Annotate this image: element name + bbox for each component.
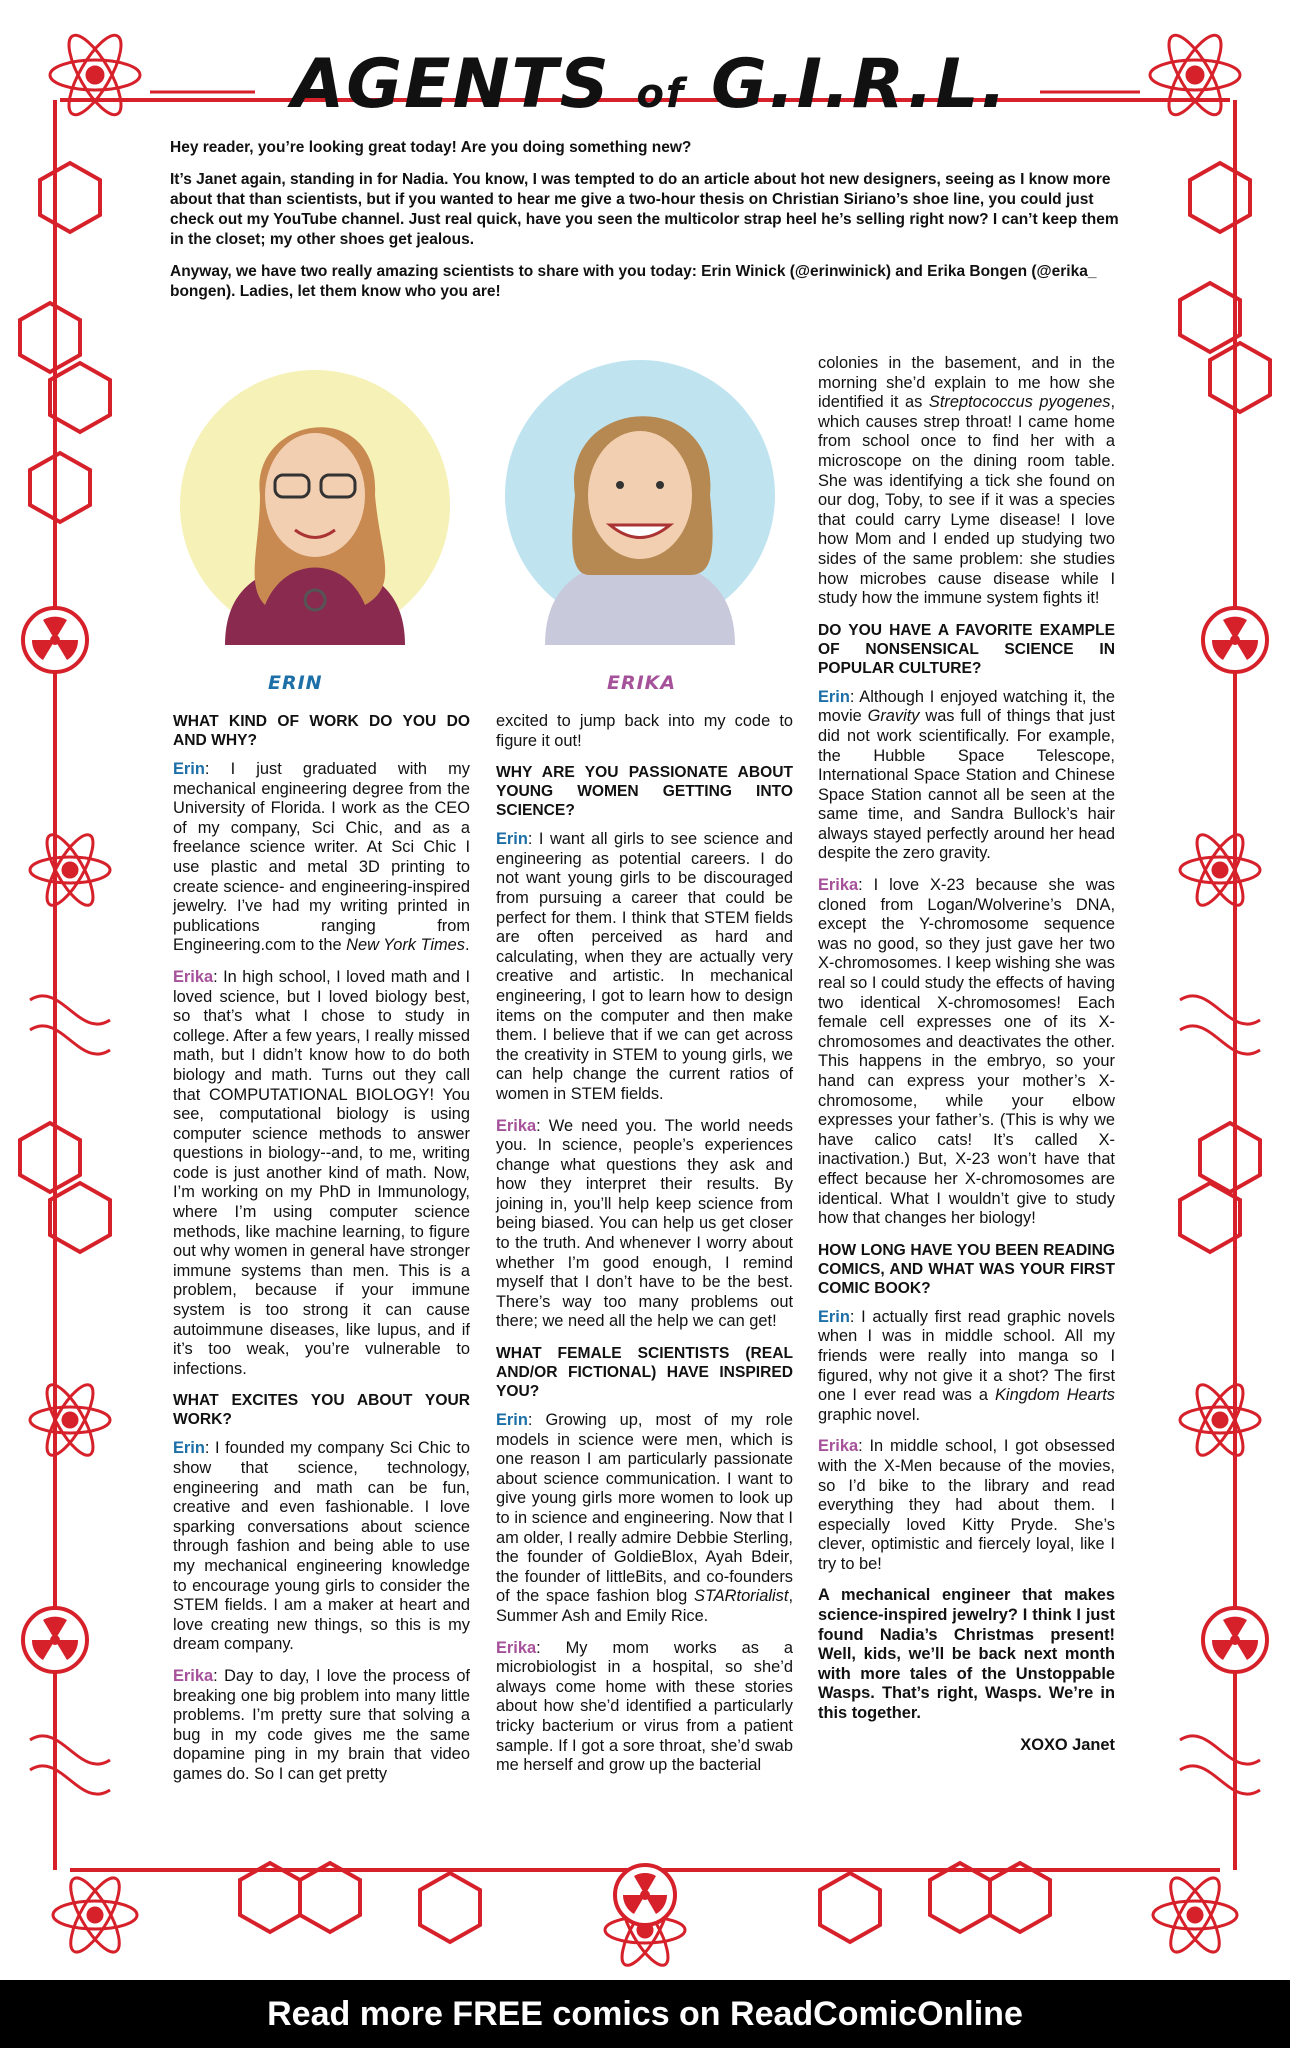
answer-text: . xyxy=(465,936,470,955)
answer-paragraph xyxy=(818,354,1115,609)
erin-portrait xyxy=(165,355,465,655)
italic-title: New York Times xyxy=(346,936,465,955)
page-title xyxy=(270,40,1030,130)
question-heading: DO YOU HAVE A FAVORITE EXAMPLE OF NONSENSICAL SCIENCE IN POPULAR CULTURE? xyxy=(818,621,1115,677)
answer-text: : My mom works as a microbiologist in a hospital, so she’d always come home with these stories about how she’d identified a particularly tricky bacterium or virus from a patient sample. If I got a sore throat, she’d swab me herself and grow up the bacterial xyxy=(496,1638,793,1775)
speaker-erika: Erika xyxy=(818,1437,859,1456)
column-2 xyxy=(496,712,793,1788)
title-of: of xyxy=(636,71,686,117)
answer-paragraph xyxy=(818,1308,1115,1426)
column-1 xyxy=(173,712,470,1797)
question-heading: WHAT FEMALE SCIENTISTS (REAL AND/OR FICTIONAL) HAVE INSPIRED YOU? xyxy=(496,1345,793,1401)
italic-title: Streptococcus pyogenes xyxy=(928,393,1111,412)
speaker-erika: Erika xyxy=(496,1116,537,1135)
speaker-erika: Erika xyxy=(818,876,859,895)
answer-text: : I love X-23 because she was cloned from Logan/Wolverine’s DNA, except the Y-chromosome sequence was no good, so they just gave her two X-chromosomes. I keep wishing she was real so I could study the effects of having two identical X-chromosomes! Each female cell expresses one of its X-chromosomes and deactivates the other. This happens in the embryo, so your hand can express your mother’s X-chromosome, while your elbow expresses your father’s. (This is why we have calico cats! It’s called X-inactivation.) But, X-23 won’t have that effect because her X-chromosomes are identical. What I wouldn’t give to study how that changes her biology! xyxy=(818,876,1115,1228)
erika-portrait xyxy=(490,345,790,655)
italic-title: Gravity xyxy=(867,707,920,726)
answer-paragraph xyxy=(173,1439,470,1655)
answer-paragraph xyxy=(496,1117,793,1333)
answer-text: : I actually first read graphic novels when I was in middle school. All my friends were really into manga so I figured, why not give it a shot? The first one I ever read was a xyxy=(818,1307,1115,1405)
answer-paragraph xyxy=(496,1411,793,1627)
answer-paragraph xyxy=(818,876,1115,1229)
title-end: G.I.R.L. xyxy=(711,45,1009,124)
column-3 xyxy=(818,354,1115,1767)
speaker-erin: Erin xyxy=(173,760,205,778)
footer-banner[interactable]: Read more FREE comics on ReadComicOnline xyxy=(0,1980,1290,2048)
answer-text: : I founded my company Sci Chic to show that science, technology, engineering and math can be fun, creative and even fashionable. I love sparking conversations about science through fashion and being able to use my mechanical engineering knowledge to encourage young girls to consider the STEM fields. I am a maker at heart and love creating new things, so this is my dream company. xyxy=(173,1439,470,1654)
speaker-erin: Erin xyxy=(818,1307,850,1326)
answer-paragraph xyxy=(173,968,470,1379)
answer-text: : Day to day, I love the process of breaking one big problem into many little problems. I’m pretty sure that solving a bug in my code gives me the same dopamine ping in my brain that video games do. So I can get pretty xyxy=(173,1666,470,1783)
speaker-erin: Erin xyxy=(496,830,528,849)
answer-text: colonies in the basement, and in the morning she’d explain to me how she identified it as xyxy=(818,354,1115,412)
erin-caption: ERIN xyxy=(268,672,323,694)
answer-text: was full of things that just did not work scientifically. For example, the Hubble Space Telescope, International Space Station and Chinese Space Station cannot all be seen at the same time, and Sandra Bullock’s hair always stayed perfectly around her head despite the zero gravity. xyxy=(818,707,1115,863)
title-main: AGENTS xyxy=(291,45,611,124)
italic-title: STARtorialist xyxy=(694,1587,789,1606)
speaker-erika: Erika xyxy=(496,1638,537,1657)
answer-paragraph: excited to jump back into my code to figure it out! xyxy=(496,712,793,750)
answer-paragraph xyxy=(496,1639,793,1776)
signature: XOXO Janet xyxy=(1020,1735,1115,1754)
closing-paragraph: A mechanical engineer that makes science-inspired jewelry? I think I just found Nadia’s Christmas present! Well, kids, we’ll be back next month with more tales of the Unstoppable Wasps. That’s right, Wasps. We’re in this together. xyxy=(818,1586,1115,1723)
speaker-erin: Erin xyxy=(173,1439,205,1458)
answer-paragraph xyxy=(496,830,793,1104)
question-heading: WHY ARE YOU PASSIONATE ABOUT YOUNG WOMEN GETTING INTO SCIENCE? xyxy=(496,764,793,820)
answer-text: : Although I enjoyed watching it, the movie xyxy=(818,687,1115,726)
answer-text: : In middle school, I got obsessed with the X-Men because of the movies, so I’d bike to the library and read everything they had about them. I especially loved Kitty Pryde. She’s clever, optimistic and fiercely loyal, like I try to be! xyxy=(818,1437,1115,1573)
intro-paragraph: Hey reader, you’re looking great today! Are you doing something new? xyxy=(170,139,692,156)
answer-paragraph xyxy=(173,1667,470,1785)
answer-paragraph xyxy=(818,688,1115,864)
answer-paragraph xyxy=(173,760,470,956)
speaker-erin: Erin xyxy=(818,687,850,706)
speaker-erika: Erika xyxy=(173,967,214,986)
answer-text: : I just graduated with my mechanical engineering degree from the University of Florida. I work as the CEO of my company, Sci Chic, and as a freelance science writer. At Sci Chic I use plastic and metal 3D printing to create science- and engineering-inspired jewelry. I’ve had my writing printed in publications ranging from Engineering.com to the xyxy=(173,760,470,955)
speaker-erika: Erika xyxy=(173,1666,214,1685)
answer-text: : In high school, I loved math and I loved science, but I loved biology best, so that’s what I chose to study in college. After a few years, I really missed math, but I didn’t know how to do both biology and math. Turns out they call that COMPUTATIONAL BIOLOGY! You see, computational biology is using computer science methods to answer questions in biology--and, to me, writing code is just another kind of math. Now, I’m working on my PhD in Immunology, where I’m using computer science methods, like machine learning, to figure out why women in general have stronger immune systems than men. This is a problem, because if your immune system is too strong it can cause autoimmune diseases, like lupus, and if it’s too weak, you’re vulnerable to infections. xyxy=(173,967,470,1378)
question-heading: HOW LONG HAVE YOU BEEN READING COMICS, AND WHAT WAS YOUR FIRST COMIC BOOK? xyxy=(818,1241,1115,1297)
question-heading: WHAT EXCITES YOU ABOUT YOUR WORK? xyxy=(173,1392,470,1429)
intro xyxy=(170,138,1135,314)
question-heading: WHAT KIND OF WORK DO YOU DO AND WHY? xyxy=(173,713,470,749)
answer-text: , Summer Ash and Emily Rice. xyxy=(496,1587,793,1625)
italic-title: Kingdom Hearts xyxy=(995,1386,1115,1405)
answer-text: , which causes strep throat! I came home from school once to find her with a microscope on the dining room table. She was identifying a tick she found on our dog, Toby, to see if it was a species that could carry Lyme disease! I love how Mom and I ended up studying two sides of the same problem: she studies how microbes cause disease while I study how the immune system fights it! xyxy=(818,393,1116,608)
answer-text: graphic novel. xyxy=(818,1405,921,1424)
intro-paragraph: It’s Janet again, standing in for Nadia. You know, I was tempted to do an article about hot new designers, seeing as I know more about that than scientists, but if you wanted to hear me give a two-hour thesis on Christian Siriano’s shoe line, you could just check out my YouTube channel. Just real quick, have you seen the multicolor strap heel he’s selling right now? I can’t keep them in the closet; my other shoes get jealous. xyxy=(170,171,1119,248)
answer-text: : Growing up, most of my role models in science were men, which is one reason I am particularly passionate about science communication. I want to give young girls more women to look up to in science and engineering. Now that I am older, I really admire Debbie Sterling, the founder of GoldieBlox, Ayah Bdeir, the founder of littleBits, and co-founders of the space fashion blog xyxy=(496,1411,793,1606)
answer-text: : I want all girls to see science and engineering as potential careers. I do not want young girls to be discouraged from pursuing a career that could be perfect for them. I think that STEM fields are often perceived as hard and calculating, when they are actually very creative and artistic. In mechanical engineering, I got to learn how to design items on the computer and then make them. I believe that if we can get across the creativity in STEM to young girls, we can help change the current ratios of women in STEM fields. xyxy=(496,830,793,1103)
speaker-erin: Erin xyxy=(496,1411,528,1430)
answer-paragraph xyxy=(818,1437,1115,1574)
answer-text: : We need you. The world needs you. In science, people’s experiences change what questions they ask and how they interpret their results. By joining in, you’ll help keep science from being biased. You can help us get closer to the truth. And whenever I worry about whether I’m good enough, I remind myself that I don’t have to be the best. There’s way too many problems out there; we need all the help we can get! xyxy=(496,1116,793,1331)
intro-paragraph: Anyway, we have two really amazing scientists to share with you today: Erin Winick (@erinwinick) and Erika Bongen (@erika_ bongen). Ladies, let them know who you are! xyxy=(170,263,1097,300)
erika-caption: ERIKA xyxy=(607,672,677,694)
